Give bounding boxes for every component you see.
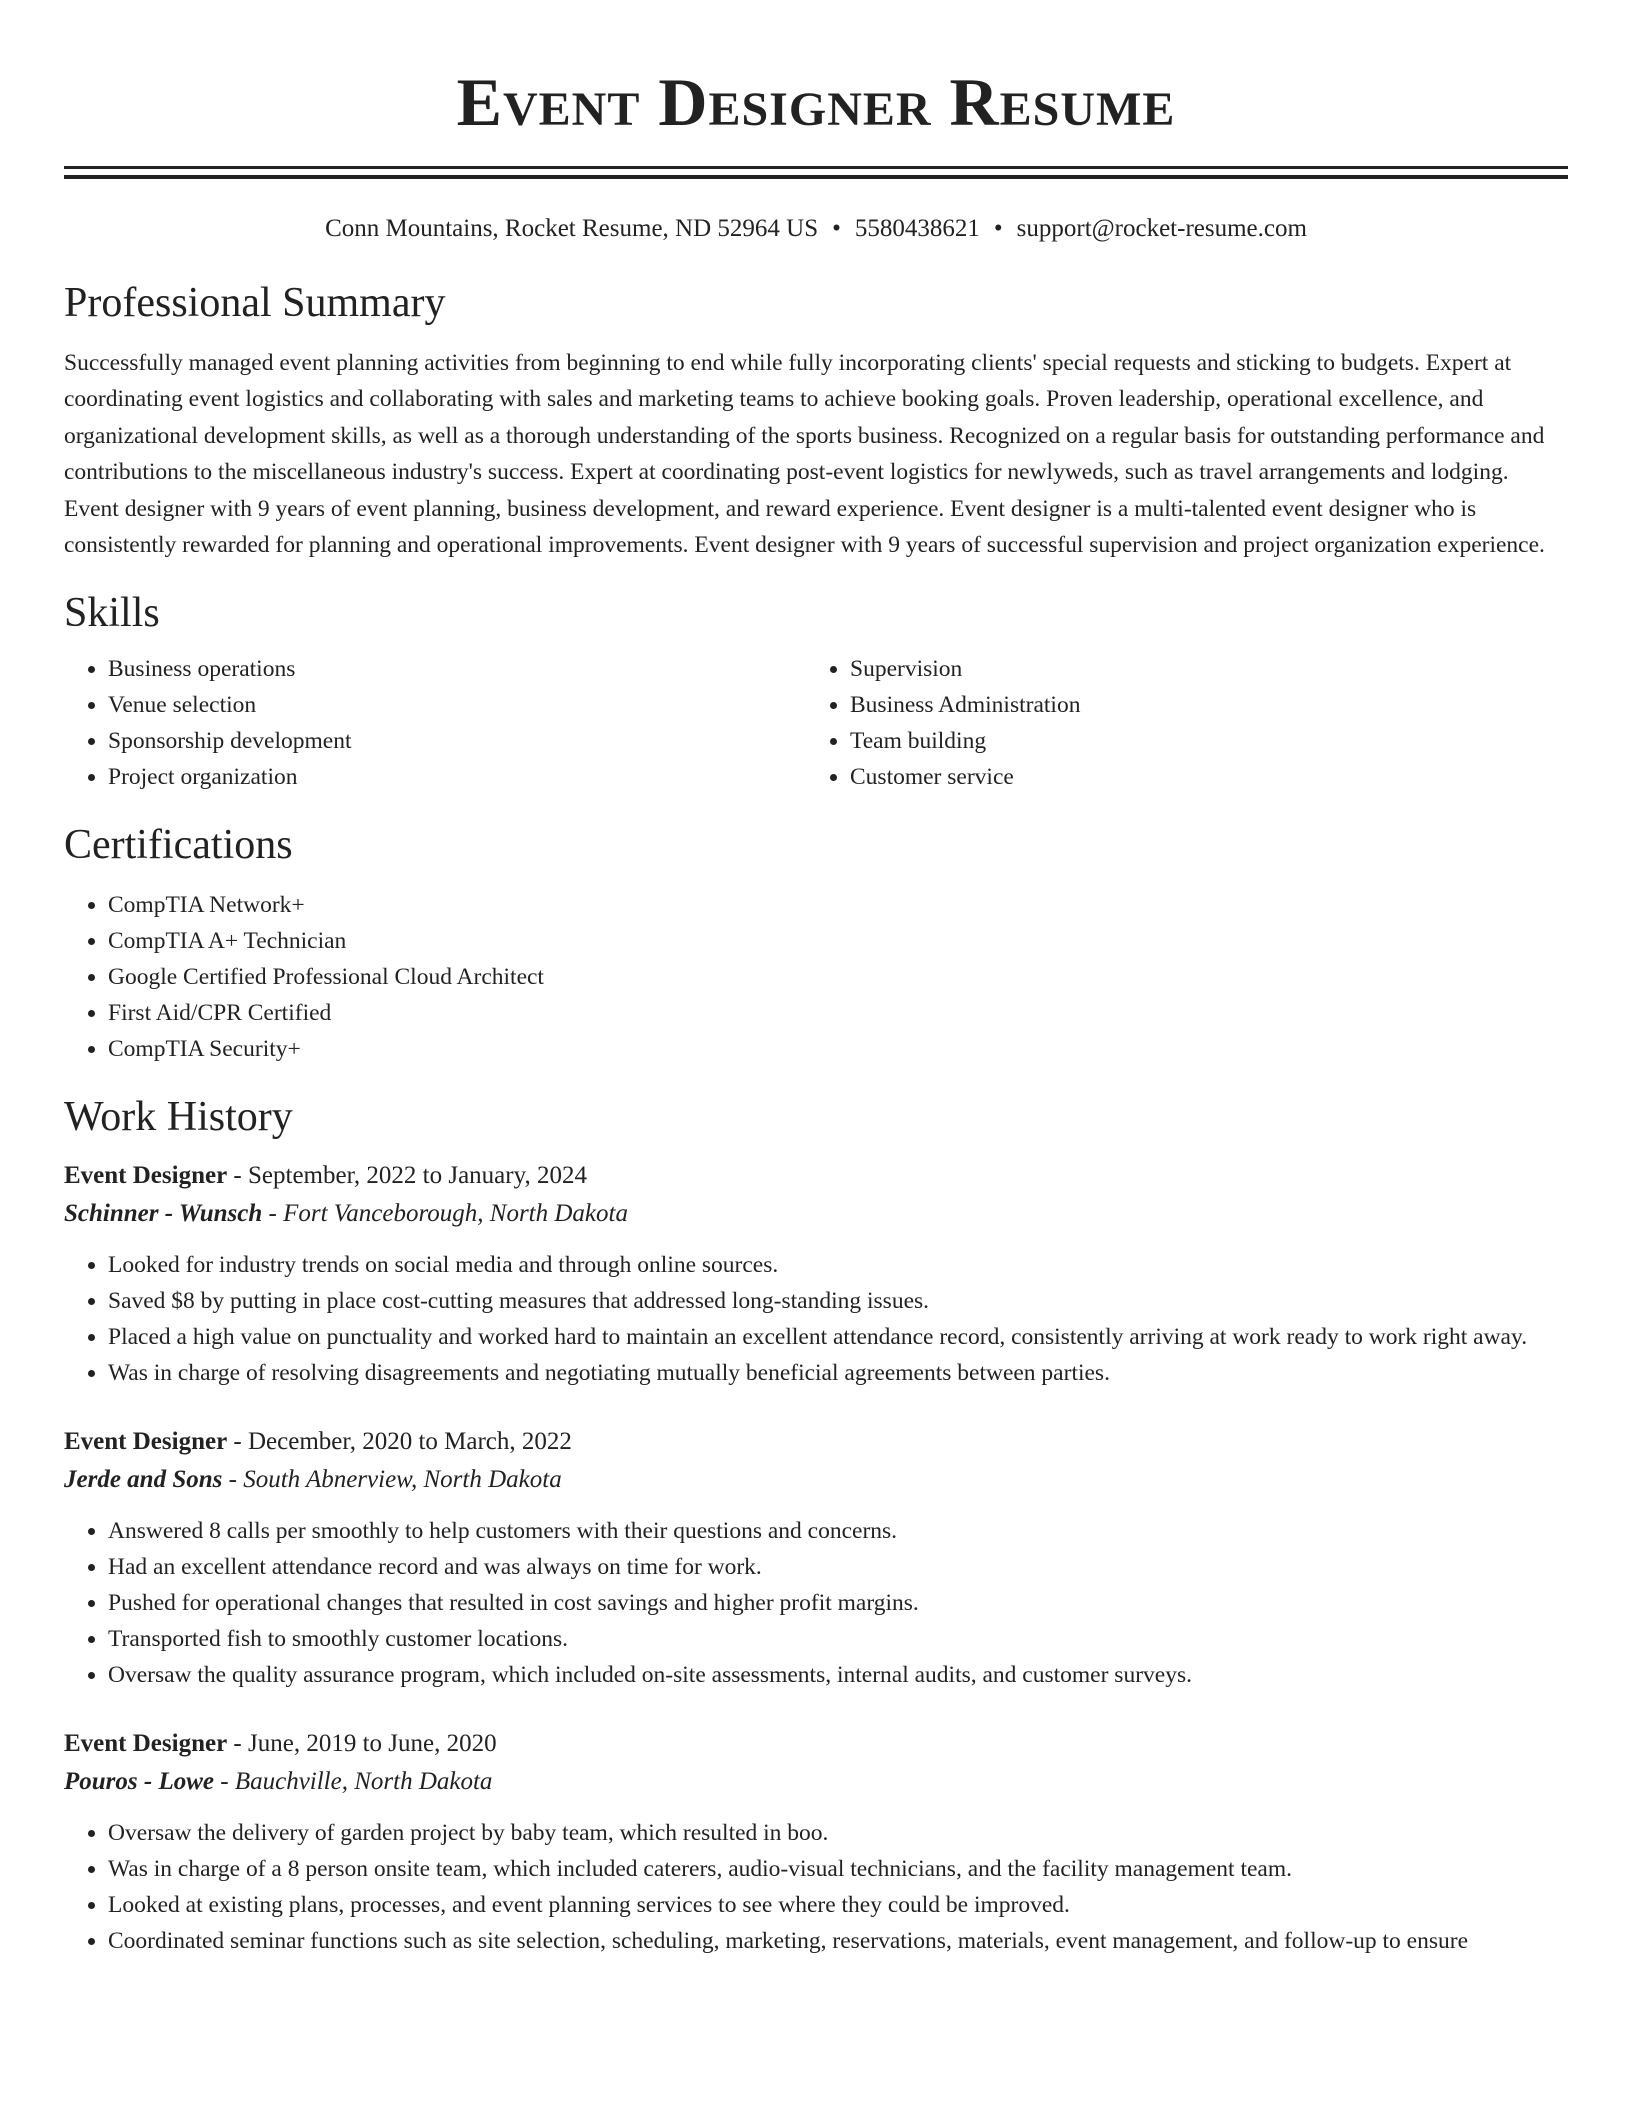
job-title: Event Designer (64, 1428, 228, 1456)
title-divider-bottom (64, 175, 1568, 179)
certifications-section (64, 817, 1568, 1067)
job-company-line (64, 1195, 1568, 1233)
list-item: • Customer service (850, 759, 1548, 795)
job-entry (64, 1423, 1568, 1693)
list-item: • Placed a high value on punctuality and worked hard to maintain an excellent attendance record, consistently arriving at work ready to work right away. (108, 1319, 1568, 1355)
job-title-line (64, 1157, 1568, 1195)
job-bullets (64, 1815, 1568, 1959)
skills-column-left (64, 651, 806, 795)
list-item: • Oversaw the delivery of garden project by baby team, which resulted in boo. (108, 1815, 1568, 1851)
work-history-section (64, 1089, 1568, 1959)
job-location: - Fort Vanceborough, North Dakota (262, 1200, 628, 1228)
job-location: - Bauchville, North Dakota (214, 1768, 493, 1796)
contact-phone: 5580438621 (854, 215, 980, 242)
list-item: • Project organization (108, 759, 806, 795)
list-item: • Looked at existing plans, processes, and event planning services to see where they could be improved. (108, 1887, 1568, 1923)
job-bullets (64, 1513, 1568, 1693)
list-item: • Transported fish to smoothly customer locations. (108, 1621, 1568, 1657)
list-item: • Pushed for operational changes that resulted in cost savings and higher profit margins. (108, 1585, 1568, 1621)
job-title-line (64, 1423, 1568, 1461)
work-history-heading: Work History (64, 1094, 293, 1141)
summary-heading: Professional Summary (64, 280, 446, 326)
list-item: • Business Administration (850, 687, 1548, 723)
contact-address: Conn Mountains, Rocket Resume, ND 52964 US (325, 215, 819, 242)
contact-separator: • (993, 215, 1003, 242)
list-item: • Team building (850, 723, 1548, 759)
job-company: Jerde and Sons (64, 1466, 223, 1494)
list-item: • Looked for industry trends on social media and through online sources. (108, 1247, 1568, 1283)
list-item: • Business operations (108, 651, 806, 687)
summary-text: Successfully managed event planning activities from beginning to end while fully incorporating clients' special requests and sticking to budgets. Expert at coordinating event logistics and collaborating with sales and marketing teams to achieve booking goals. Proven leadership, operational excellence, and organizational development skills, as well as a thorough understanding of the sports business. Recognized on a regular basis for outstanding performance and contributions to the miscellaneous industry's success. Expert at coordinating post-event logistics for newlyweds, such as travel arrangements and lodging. Event designer with 9 years of event planning, business development, and reward experience. Event designer is a multi-talented event designer who is consistently rewarded for planning and operational improvements. Event designer with 9 years of successful supervision and project organization experience. (64, 350, 1545, 559)
skills-columns (64, 651, 1568, 795)
job-location: - South Abnerview, North Dakota (222, 1466, 562, 1494)
summary-section (64, 275, 1568, 563)
page-title: Event Designer Resume (456, 64, 1176, 140)
list-item: • Was in charge of resolving disagreements and negotiating mutually beneficial agreements between parties. (108, 1355, 1568, 1391)
job-company-line (64, 1461, 1568, 1499)
list-item: • Had an excellent attendance record and was always on time for work. (108, 1549, 1568, 1585)
list-item: • CompTIA Security+ (108, 1031, 1568, 1067)
job-company: Schinner - Wunsch (64, 1200, 263, 1228)
job-title: Event Designer (64, 1730, 228, 1758)
list-item: • Oversaw the quality assurance program, which included on-site assessments, internal audits, and customer surveys. (108, 1657, 1568, 1693)
job-dates: - June, 2019 to June, 2020 (227, 1730, 497, 1758)
list-item: • First Aid/CPR Certified (108, 995, 1568, 1031)
list-item: • CompTIA A+ Technician (108, 923, 1568, 959)
list-item: • Saved $8 by putting in place cost-cutting measures that addressed long-standing issues. (108, 1283, 1568, 1319)
job-dates: - September, 2022 to January, 2024 (227, 1162, 587, 1190)
job-bullets (64, 1247, 1568, 1391)
job-title-line (64, 1725, 1568, 1763)
list-item: • CompTIA Network+ (108, 887, 1568, 923)
title-divider-top (64, 166, 1568, 169)
job-title: Event Designer (64, 1162, 228, 1190)
job-entry (64, 1157, 1568, 1391)
skills-heading: Skills (64, 590, 160, 637)
list-item: • Was in charge of a 8 person onsite team, which included caterers, audio-visual technicians, and the facility management team. (108, 1851, 1568, 1887)
list-item: • Sponsorship development (108, 723, 806, 759)
job-dates: - December, 2020 to March, 2022 (227, 1428, 572, 1456)
certifications-heading: Certifications (64, 822, 293, 869)
contact-separator: • (832, 215, 841, 242)
job-company: Pouros - Lowe (64, 1768, 214, 1796)
job-company-line (64, 1763, 1568, 1801)
list-item: • Supervision (850, 651, 1548, 687)
list-item: • Google Certified Professional Cloud Architect (108, 959, 1568, 995)
list-item: • Venue selection (108, 687, 806, 723)
skills-section (64, 585, 1568, 795)
job-entry (64, 1725, 1568, 1959)
contact-line (64, 209, 1568, 249)
contact-email[interactable]: support@rocket-resume.com (1016, 215, 1307, 242)
list-item: • Answered 8 calls per smoothly to help customers with their questions and concerns. (108, 1513, 1568, 1549)
list-item: • Coordinated seminar functions such as site selection, scheduling, marketing, reservations, materials, event management, and follow-up to ensure (108, 1923, 1568, 1959)
skills-column-right (806, 651, 1548, 795)
